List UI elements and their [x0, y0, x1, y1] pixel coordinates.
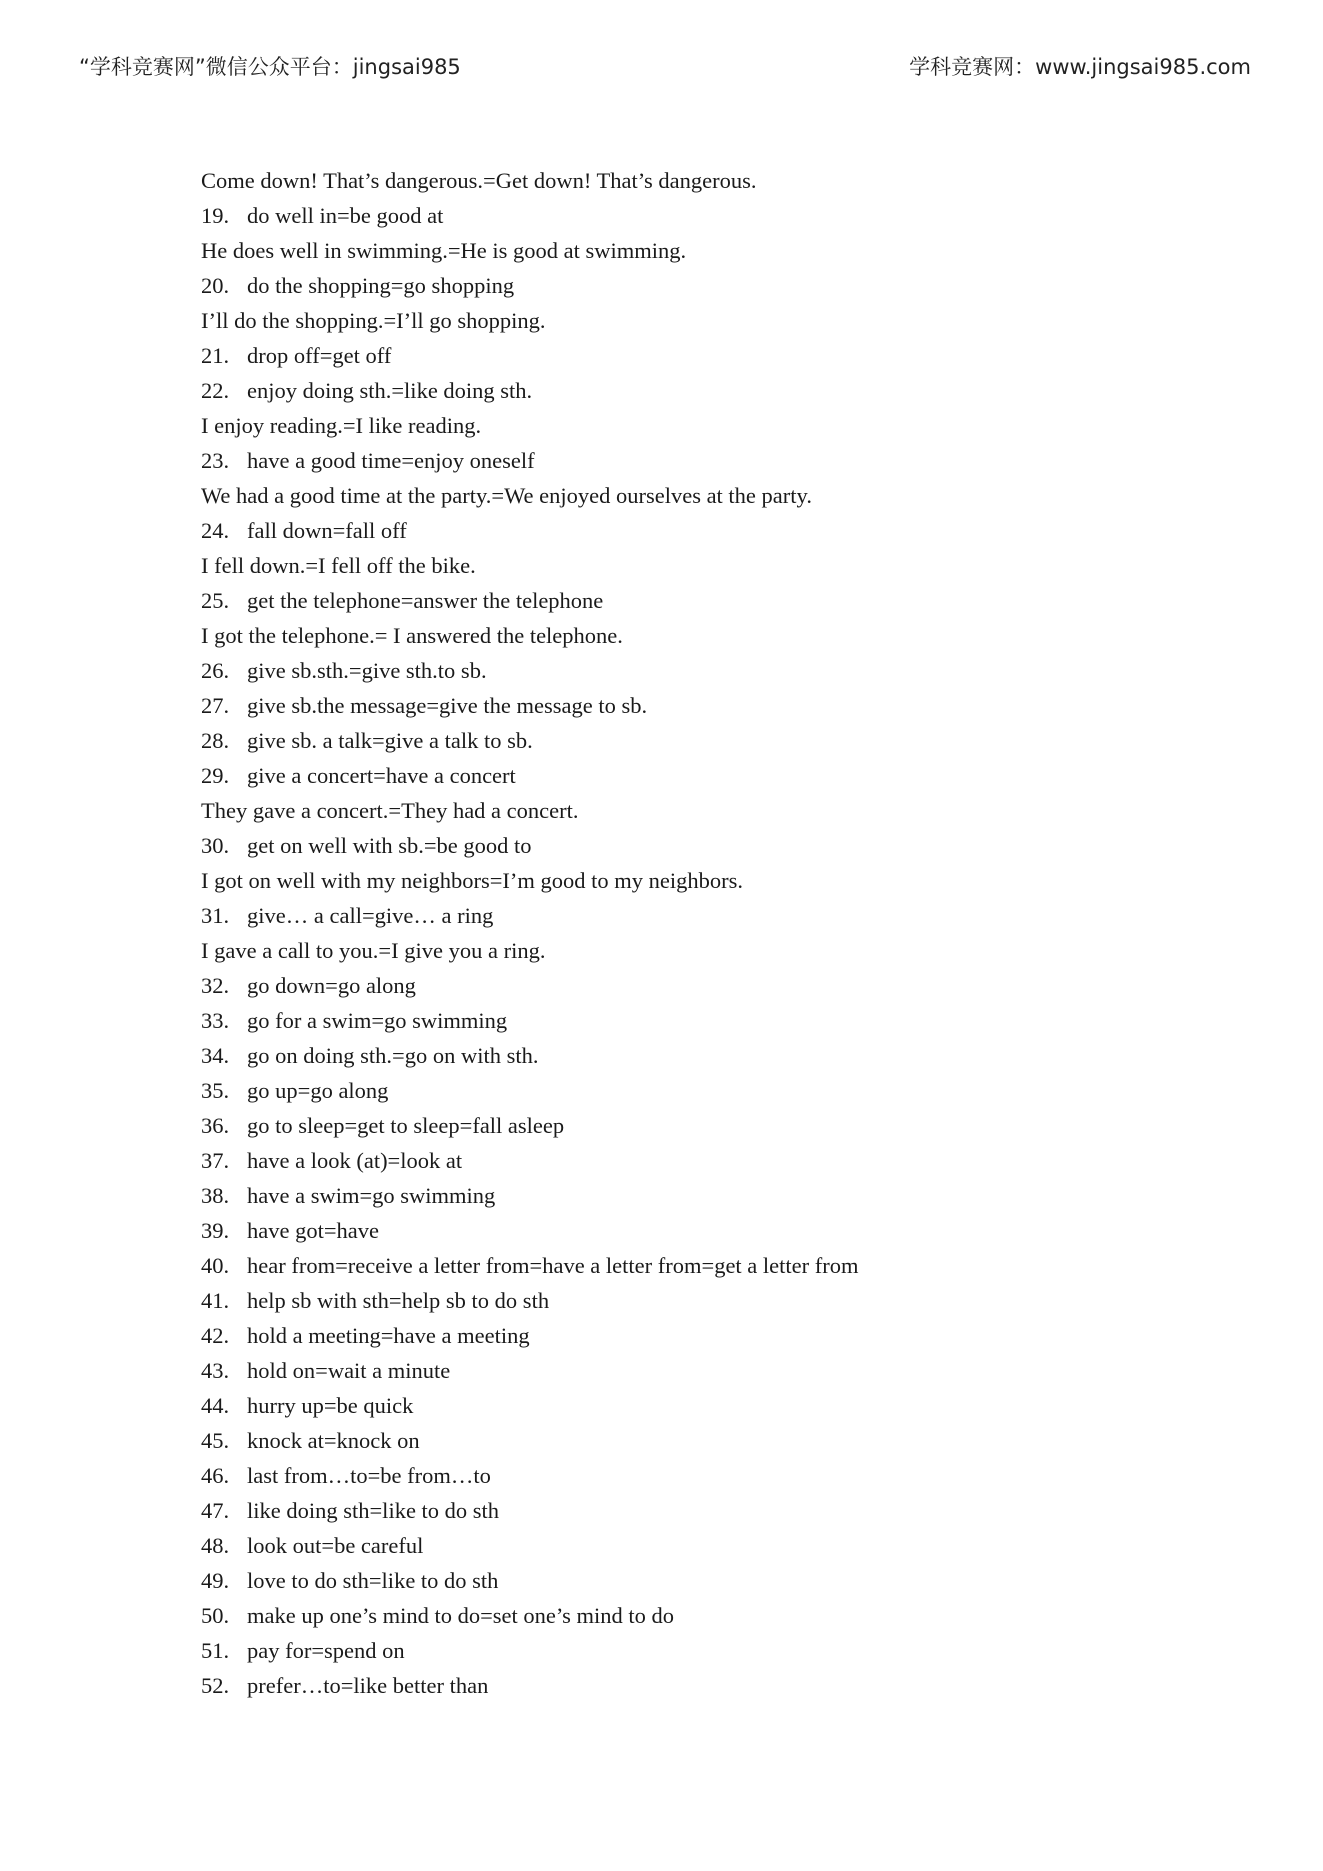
entry-number: 40.: [201, 1253, 230, 1278]
phrase-entry: [201, 513, 1201, 548]
phrase-text: go to sleep=get to sleep=fall asleep: [247, 1113, 565, 1138]
entry-number: 51.: [201, 1638, 230, 1663]
example-sentence: [201, 548, 1201, 583]
phrase-entry: [201, 653, 1201, 688]
entry-number: 44.: [201, 1393, 230, 1418]
example-text: I got on well with my neighbors=I’m good to my neighbors.: [201, 868, 744, 893]
phrase-text: pay for=spend on: [247, 1638, 405, 1663]
example-text: I’ll do the shopping.=I’ll go shopping.: [201, 308, 546, 333]
entry-number: 27.: [201, 693, 230, 718]
phrase-text: like doing sth=like to do sth: [247, 1498, 500, 1523]
phrase-entry: [201, 723, 1201, 758]
phrase-entry: [201, 1353, 1201, 1388]
phrase-entry: [201, 1108, 1201, 1143]
phrase-entry: [201, 1493, 1201, 1528]
phrase-entry: [201, 1563, 1201, 1598]
entry-number: 26.: [201, 658, 230, 683]
example-sentence: [201, 863, 1201, 898]
phrase-text: get the telephone=answer the telephone: [247, 588, 604, 613]
example-text: I enjoy reading.=I like reading.: [201, 413, 482, 438]
phrase-entry: [201, 1073, 1201, 1108]
entry-number: 47.: [201, 1498, 230, 1523]
example-sentence: [201, 478, 1201, 513]
phrase-text: have got=have: [247, 1218, 380, 1243]
entry-number: 32.: [201, 973, 230, 998]
phrase-text: hold on=wait a minute: [247, 1358, 451, 1383]
entry-number: 43.: [201, 1358, 230, 1383]
phrase-entry: [201, 583, 1201, 618]
phrase-text: give… a call=give… a ring: [247, 903, 494, 928]
phrase-entry: [201, 828, 1201, 863]
example-text: He does well in swimming.=He is good at swimming.: [201, 238, 687, 263]
example-text: I fell down.=I fell off the bike.: [201, 553, 476, 578]
entry-number: 38.: [201, 1183, 230, 1208]
phrase-entry: [201, 1528, 1201, 1563]
phrase-entry: [201, 1213, 1201, 1248]
entry-number: 35.: [201, 1078, 230, 1103]
example-text: I got the telephone.= I answered the telephone.: [201, 623, 623, 648]
phrase-text: prefer…to=like better than: [247, 1673, 489, 1698]
entry-number: 30.: [201, 833, 230, 858]
phrase-list: [201, 163, 1201, 1703]
phrase-text: drop off=get off: [247, 343, 392, 368]
phrase-entry: [201, 1458, 1201, 1493]
entry-number: 52.: [201, 1673, 230, 1698]
example-text: They gave a concert.=They had a concert.: [201, 798, 579, 823]
phrase-text: give sb.sth.=give sth.to sb.: [247, 658, 487, 683]
phrase-text: go up=go along: [247, 1078, 389, 1103]
phrase-text: enjoy doing sth.=like doing sth.: [247, 378, 533, 403]
phrase-entry: [201, 1178, 1201, 1213]
phrase-text: look out=be careful: [247, 1533, 424, 1558]
phrase-text: have a swim=go swimming: [247, 1183, 496, 1208]
phrase-text: go for a swim=go swimming: [247, 1008, 508, 1033]
phrase-text: knock at=knock on: [247, 1428, 420, 1453]
phrase-entry: [201, 443, 1201, 478]
example-text: We had a good time at the party.=We enjoyed ourselves at the party.: [201, 483, 812, 508]
phrase-entry: [201, 968, 1201, 1003]
entry-number: 45.: [201, 1428, 230, 1453]
example-sentence: [201, 793, 1201, 828]
phrase-entry: [201, 1668, 1201, 1703]
phrase-entry: [201, 1283, 1201, 1318]
phrase-text: fall down=fall off: [247, 518, 407, 543]
phrase-entry: [201, 338, 1201, 373]
entry-number: 50.: [201, 1603, 230, 1628]
header-right-text: 学科竞赛网：www.jingsai985.com: [909, 55, 1251, 79]
phrase-text: get on well with sb.=be good to: [247, 833, 532, 858]
phrase-text: have a look (at)=look at: [247, 1148, 463, 1173]
entry-number: 34.: [201, 1043, 230, 1068]
entry-number: 37.: [201, 1148, 230, 1173]
phrase-entry: [201, 1143, 1201, 1178]
phrase-text: last from…to=be from…to: [247, 1463, 491, 1488]
entry-number: 31.: [201, 903, 230, 928]
entry-number: 20.: [201, 273, 230, 298]
example-text: Come down! That’s dangerous.=Get down! That’s dangerous.: [201, 168, 757, 193]
entry-number: 28.: [201, 728, 230, 753]
example-sentence: [201, 233, 1201, 268]
phrase-text: hold a meeting=have a meeting: [247, 1323, 530, 1348]
phrase-entry: [201, 758, 1201, 793]
example-sentence: [201, 408, 1201, 443]
example-sentence: [201, 303, 1201, 338]
example-sentence: [201, 618, 1201, 653]
phrase-entry: [201, 1633, 1201, 1668]
phrase-entry: [201, 1598, 1201, 1633]
example-sentence: [201, 933, 1201, 968]
phrase-entry: [201, 898, 1201, 933]
phrase-entry: [201, 1248, 1201, 1283]
entry-number: 49.: [201, 1568, 230, 1593]
phrase-entry: [201, 1038, 1201, 1073]
phrase-text: do the shopping=go shopping: [247, 273, 515, 298]
entry-number: 39.: [201, 1218, 230, 1243]
phrase-text: go on doing sth.=go on with sth.: [247, 1043, 539, 1068]
phrase-text: give a concert=have a concert: [247, 763, 516, 788]
entry-number: 19.: [201, 203, 230, 228]
phrase-entry: [201, 268, 1201, 303]
entry-number: 23.: [201, 448, 230, 473]
phrase-text: make up one’s mind to do=set one’s mind to do: [247, 1603, 675, 1628]
entry-number: 29.: [201, 763, 230, 788]
entry-number: 21.: [201, 343, 230, 368]
entry-number: 41.: [201, 1288, 230, 1313]
phrase-text: help sb with sth=help sb to do sth: [247, 1288, 550, 1313]
phrase-text: do well in=be good at: [247, 203, 444, 228]
phrase-text: hurry up=be quick: [247, 1393, 414, 1418]
phrase-text: love to do sth=like to do sth: [247, 1568, 499, 1593]
phrase-entry: [201, 1388, 1201, 1423]
phrase-entry: [201, 688, 1201, 723]
phrase-text: have a good time=enjoy oneself: [247, 448, 535, 473]
example-text: I gave a call to you.=I give you a ring.: [201, 938, 546, 963]
phrase-entry: [201, 198, 1201, 233]
phrase-entry: [201, 1423, 1201, 1458]
phrase-entry: [201, 1003, 1201, 1038]
example-sentence: [201, 163, 1201, 198]
entry-number: 42.: [201, 1323, 230, 1348]
phrase-entry: [201, 373, 1201, 408]
entry-number: 33.: [201, 1008, 230, 1033]
entry-number: 25.: [201, 588, 230, 613]
entry-number: 48.: [201, 1533, 230, 1558]
phrase-text: give sb.the message=give the message to sb.: [247, 693, 648, 718]
entry-number: 22.: [201, 378, 230, 403]
header-left-text: “学科竞赛网”微信公众平台：jingsai985: [79, 55, 461, 79]
phrase-entry: [201, 1318, 1201, 1353]
entry-number: 24.: [201, 518, 230, 543]
entry-number: 46.: [201, 1463, 230, 1488]
entry-number: 36.: [201, 1113, 230, 1138]
phrase-text: hear from=receive a letter from=have a letter from=get a letter from: [247, 1253, 859, 1278]
phrase-text: go down=go along: [247, 973, 416, 998]
phrase-text: give sb. a talk=give a talk to sb.: [247, 728, 533, 753]
